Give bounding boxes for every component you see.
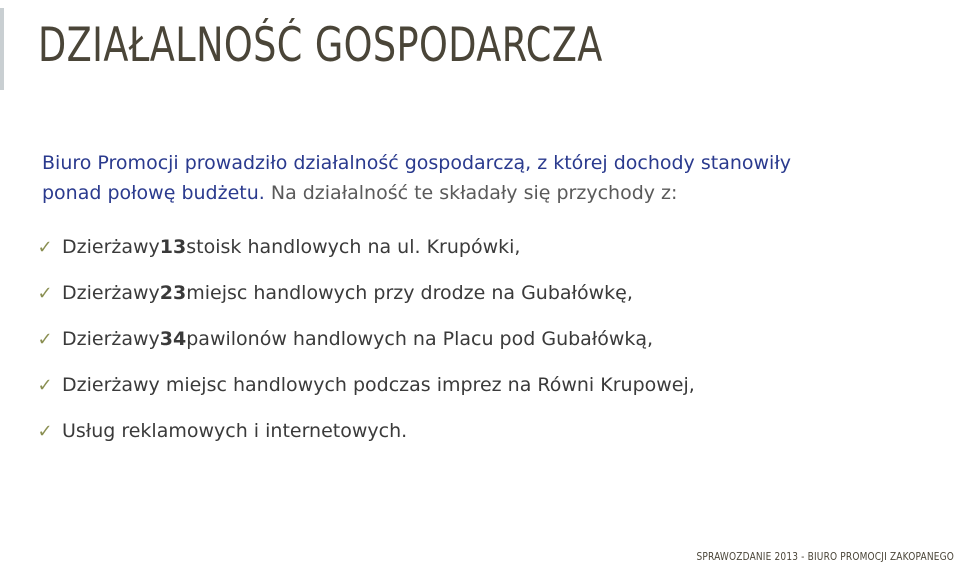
list-item <box>34 224 695 270</box>
checkmark-icon: ✓ <box>37 282 53 304</box>
intro-line-1: Biuro Promocji prowadziło działalność gospodarczą, z której dochody stanowiły <box>42 152 791 174</box>
list-item-pre: Dzierżawy <box>62 282 160 304</box>
intro-line-2-colored: ponad połowę budżetu. <box>42 182 265 204</box>
list-item-number: 23 <box>159 282 187 304</box>
income-sources-list <box>34 224 695 454</box>
intro-line-2 <box>42 178 942 208</box>
intro-line-2-plain: Na działalność te składały się przychody z: <box>264 182 678 204</box>
list-item <box>34 408 695 454</box>
checkmark-icon: ✓ <box>37 236 53 258</box>
list-item-post: miejsc handlowych przy drodze na Gubałówkę, <box>186 282 633 304</box>
slide-title: DZIAŁALNOŚĆ GOSPODARCZA <box>38 18 603 73</box>
list-item-post: pawilonów handlowych na Placu pod Gubałówką, <box>186 328 654 350</box>
list-item <box>34 362 695 408</box>
list-item-number: 34 <box>159 328 187 350</box>
checkmark-icon: ✓ <box>37 328 53 350</box>
list-item <box>34 270 695 316</box>
list-item <box>34 316 695 362</box>
checkmark-icon: ✓ <box>37 374 53 396</box>
checkmark-icon: ✓ <box>37 420 53 442</box>
left-accent-rule <box>0 8 4 90</box>
list-item-text: Dzierżawy miejsc handlowych podczas imprez na Równi Krupowej, <box>62 374 695 396</box>
list-item-text: Usług reklamowych i internetowych. <box>62 420 408 442</box>
list-item-pre: Dzierżawy <box>62 236 160 258</box>
list-item-number: 13 <box>159 236 187 258</box>
list-item-post: stoisk handlowych na ul. Krupówki, <box>186 236 521 258</box>
intro-paragraph <box>42 148 942 208</box>
list-item-pre: Dzierżawy <box>62 328 160 350</box>
slide-footer: SPRAWOZDANIE 2013 - BIURO PROMOCJI ZAKOPANEGO <box>696 550 954 563</box>
